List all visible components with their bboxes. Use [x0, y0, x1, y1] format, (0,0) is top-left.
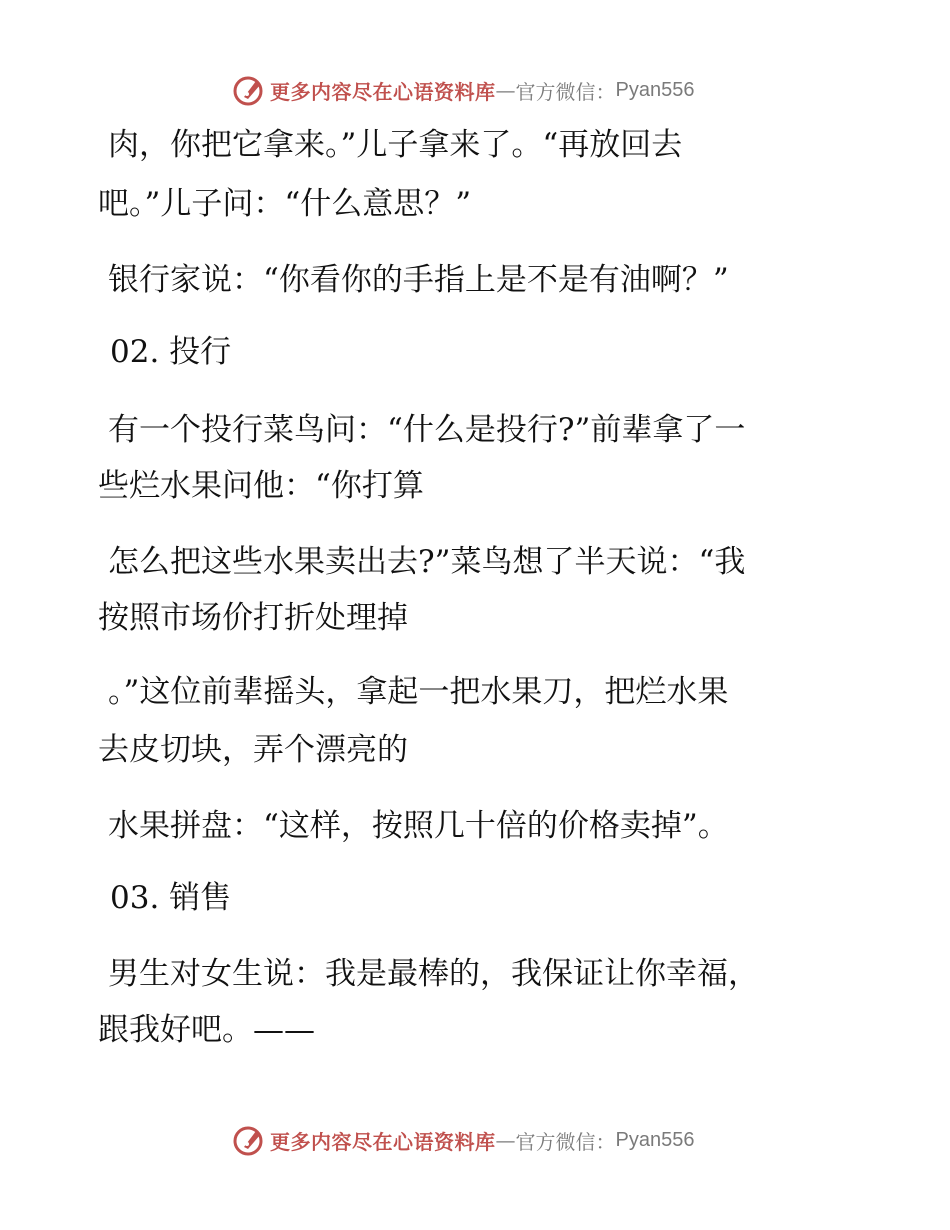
text-line: 吧。”儿子问：“什么意思？”: [98, 186, 472, 222]
watermark-dash: —: [495, 1128, 516, 1152]
text-line: 怎么把这些水果卖出去?”菜鸟想了半天说：“我: [108, 544, 746, 580]
watermark-dash: —: [495, 78, 516, 102]
text-line: 按照市场价打折处理掉: [98, 600, 408, 636]
text-line: 水果拼盘：“这样，按照几十倍的价格卖掉”。: [108, 808, 729, 844]
text-line: 肉，你把它拿来。”儿子拿来了。“再放回去: [108, 127, 683, 163]
text-line: 去皮切块，弄个漂亮的: [98, 732, 408, 768]
section-heading: 03. 销售: [110, 880, 232, 916]
pen-nib-circle-icon: [232, 1123, 266, 1157]
header-watermark: [232, 73, 694, 107]
watermark-primary: 更多内容尽在心语资料库: [270, 79, 496, 104]
text-line: 。”这位前辈摇头，拿起一把水果刀，把烂水果: [108, 674, 729, 710]
watermark-id: Pyan556: [615, 78, 695, 101]
text-line: 有一个投行菜鸟问：“什么是投行?”前辈拿了一: [108, 412, 746, 448]
text-line: 男生对女生说：我是最棒的，我保证让你幸福，: [108, 956, 759, 992]
text-line: 银行家说：“你看你的手指上是不是有油啊？”: [108, 262, 729, 298]
text-line: 些烂水果问他：“你打算: [98, 468, 424, 504]
footer-watermark: [232, 1123, 694, 1157]
watermark-secondary: 官方微信：: [515, 1129, 616, 1154]
watermark-secondary: 官方微信：: [515, 79, 616, 104]
watermark-primary: 更多内容尽在心语资料库: [270, 1129, 496, 1154]
section-heading: 02. 投行: [110, 334, 232, 370]
pen-nib-circle-icon: [232, 73, 266, 107]
watermark-id: Pyan556: [615, 1128, 695, 1151]
text-line: 跟我好吧。——: [98, 1012, 315, 1048]
